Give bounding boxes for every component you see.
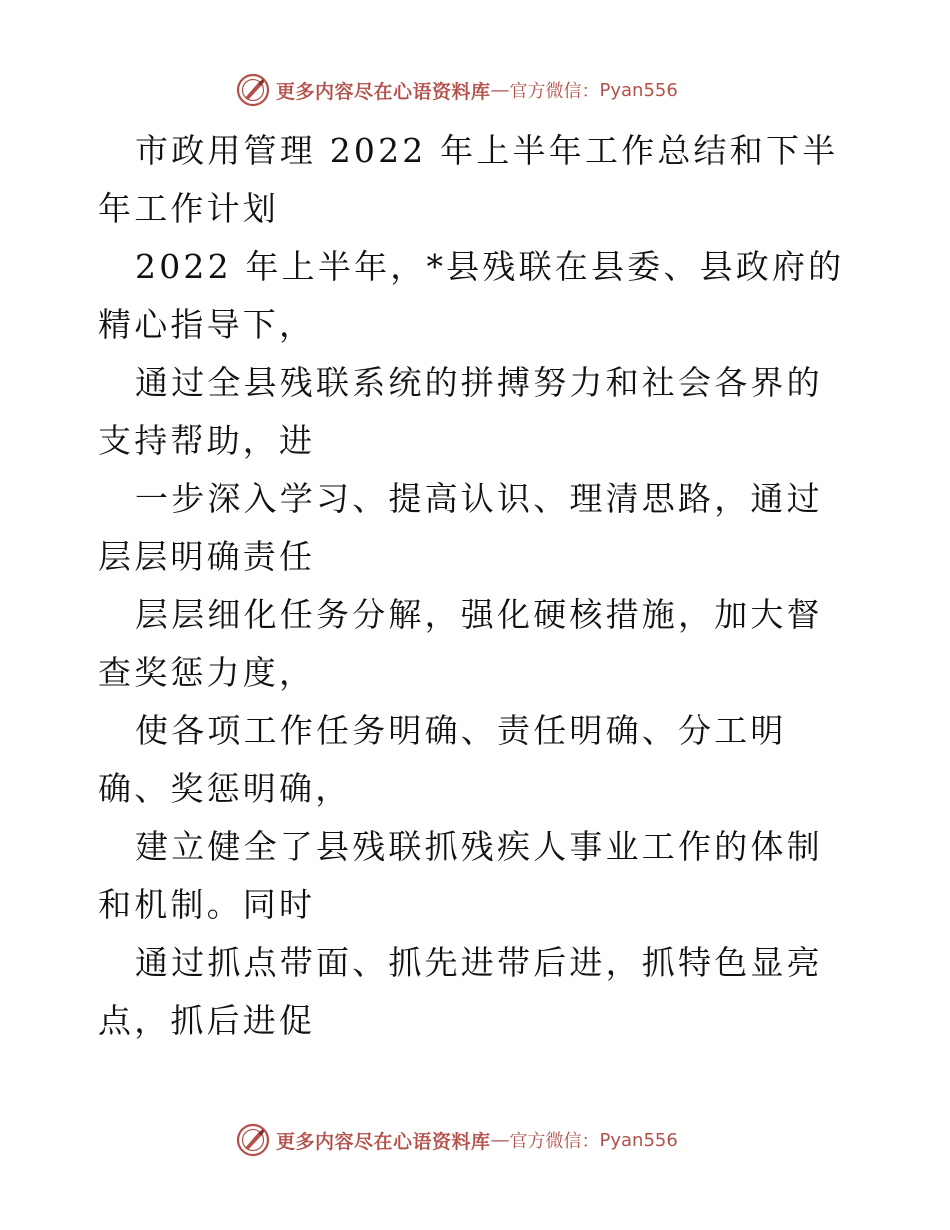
watermark-wechat-label: 官方微信：	[509, 81, 600, 102]
paragraph: 建立健全了县残联抓残疾人事业工作的体制和机制。同时	[98, 827, 823, 924]
watermark-separator: —	[490, 1129, 510, 1151]
pen-logo-icon	[236, 1123, 270, 1157]
pen-logo-icon	[236, 73, 270, 107]
watermark-title: 更多内容尽在心语资料库	[276, 1130, 491, 1153]
watermark-separator: —	[490, 79, 510, 101]
watermark-wechat-id: Pyan556	[599, 1129, 678, 1151]
footer-watermark	[236, 1122, 678, 1158]
watermark-title: 更多内容尽在心语资料库	[276, 80, 491, 103]
paragraph: 通过抓点带面、抓先进带后进，抓特色显亮点，抓后进促	[98, 943, 823, 1040]
paragraph: 层层细化任务分解，强化硬核措施，加大督查奖惩力度，	[98, 595, 823, 692]
paragraph: 2022 年上半年，*县残联在县委、县政府的精心指导下，	[98, 247, 845, 344]
document-title: 市政用管理 2022 年上半年工作总结和下半年工作计划	[98, 131, 839, 228]
watermark-wechat-id: Pyan556	[599, 79, 678, 101]
watermark-wechat-label: 官方微信：	[509, 1131, 600, 1152]
paragraph: 通过全县残联系统的拼搏努力和社会各界的支持帮助，进	[98, 363, 823, 460]
header-watermark	[236, 72, 678, 108]
paragraph: 一步深入学习、提高认识、理清思路，通过层层明确责任	[98, 479, 823, 576]
paragraph: 使各项工作任务明确、责任明确、分工明确、奖惩明确，	[98, 711, 787, 808]
document-body	[98, 122, 858, 1050]
